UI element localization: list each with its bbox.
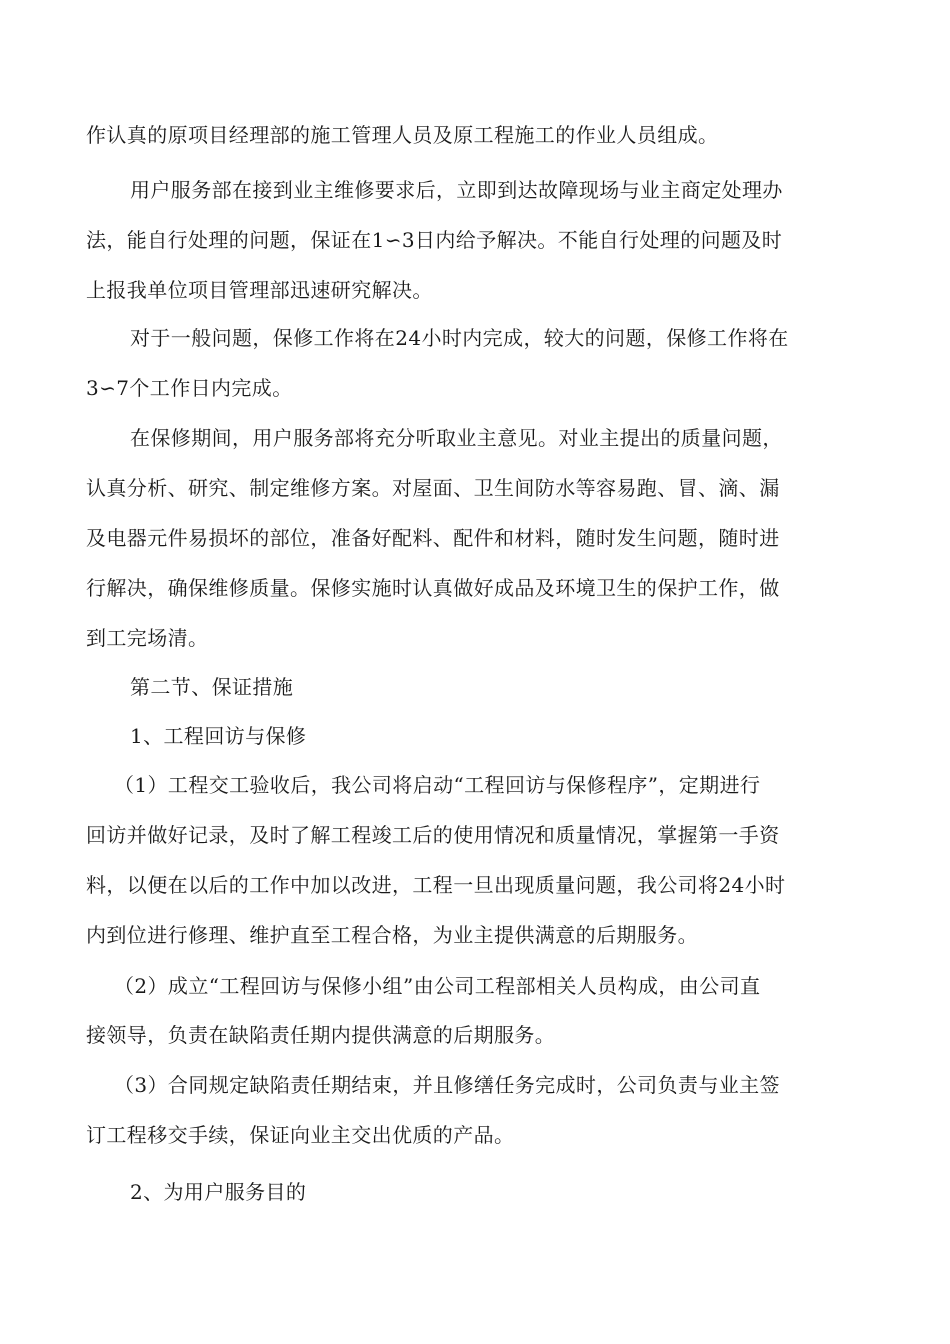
text-line: 上报我单位项目管理部迅速研究解决。	[86, 278, 433, 302]
text-line: （1）工程交工验收后，我公司将启动“工程回访与保修程序”，定期进行	[114, 773, 761, 797]
text-line: 内到位进行修理、维护直至工程合格，为业主提供满意的后期服务。	[86, 923, 698, 947]
text-line: 行解决，确保维修质量。保修实施时认真做好成品及环境卫生的保护工作，做	[86, 576, 780, 600]
text-line: 用户服务部在接到业主维修要求后，立即到达故障现场与业主商定处理办	[130, 178, 783, 202]
text-line: 认真分析、研究、制定维修方案。对屋面、卫生间防水等容易跑、冒、滴、漏	[86, 476, 780, 500]
text-line: （3）合同规定缺陷责任期结束，并且修缮任务完成时，公司负责与业主签	[114, 1073, 780, 1097]
text-line: 料，以便在以后的工作中加以改进，工程一旦出现质量问题，我公司将24小时	[86, 873, 786, 897]
text-line: 法，能自行处理的问题，保证在1∽3日内给予解决。不能自行处理的问题及时	[86, 228, 783, 252]
text-line: 在保修期间，用户服务部将充分听取业主意见。对业主提出的质量问题，	[130, 426, 783, 450]
subsection-heading: 2、为用户服务目的	[130, 1180, 307, 1204]
text-line: 3∽7个工作日内完成。	[86, 376, 293, 400]
section-heading: 第二节、保证措施	[130, 675, 294, 699]
text-line: 到工完场清。	[86, 626, 209, 650]
text-line: 及电器元件易损坏的部位，准备好配料、配件和材料，随时发生问题，随时进	[86, 526, 780, 550]
text-line: 接领导，负责在缺陷责任期内提供满意的后期服务。	[86, 1023, 556, 1047]
text-line: 对于一般问题，保修工作将在24小时内完成，较大的问题，保修工作将在	[130, 326, 789, 350]
text-line: （2）成立“工程回访与保修小组”由公司工程部相关人员构成，由公司直	[114, 974, 761, 998]
text-line: 回访并做好记录，及时了解工程竣工后的使用情况和质量情况，掌握第一手资	[86, 823, 780, 847]
text-line: 作认真的原项目经理部的施工管理人员及原工程施工的作业人员组成。	[86, 123, 719, 147]
text-line: 订工程移交手续，保证向业主交出优质的产品。	[86, 1123, 515, 1147]
subsection-heading: 1、工程回访与保修	[130, 724, 307, 748]
